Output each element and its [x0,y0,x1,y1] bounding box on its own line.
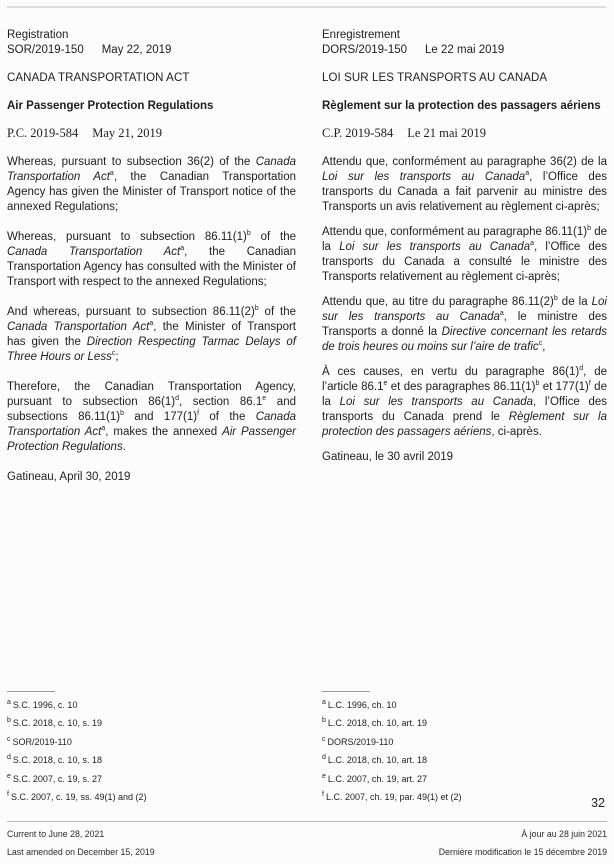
registration-line-fr [322,43,607,58]
footnote-en-c [7,734,296,752]
footnote-marker: d [7,754,11,762]
registration-number-fr: DORS/2019-150 [322,44,408,56]
act-title-en: CANADA TRANSPORTATION ACT [7,72,190,84]
registration-number-en: SOR/2019-150 [7,44,84,56]
column-french [322,28,607,485]
footnote-text: L.C. 2007, ch. 19, par. 49(1) et (2) [325,792,462,803]
registration-line-en [7,43,296,58]
two-column-layout [7,28,607,485]
footnote-divider-fr [322,691,370,692]
footnote-marker: c [322,735,326,743]
footnote-en-e [7,771,296,789]
current-to-line-fr: À jour au 28 juin 2021 [521,829,607,839]
footer-english [7,825,155,861]
footnote-marker: c [7,735,11,743]
footnote-fr-a [322,697,607,715]
footnote-text: S.C. 2007, c. 19, ss. 49(1) and (2) [10,792,147,803]
regulation-title-en: Air Passenger Protection Regulations [7,100,214,112]
footnote-text: S.C. 2018, c. 10, s. 19 [12,718,102,729]
registration-label-fr: Enregistrement [322,29,400,41]
top-divider [7,6,606,8]
recital-paragraph-fr-3: Attendu que, au titre du paragraphe 86.11(2)$^b$ de la Loi sur les transports au Canada$^a$, le ministre des Transports a donné la Directive concernant les retards de trois heures ou moins sur l’aire de trafic$^c$, [322,295,607,353]
footnote-divider-en [7,691,55,692]
column-english [7,28,296,485]
recital-paragraph-fr-2: Attendu que, conformément au paragraphe 86.11(1)$^b$ de la Loi sur les transports au Canada$^a$, l’Office des transports du Canada a consulté le ministre des Transports relativement au règlement ci-après; [322,225,608,283]
footnote-marker: a [7,699,11,706]
enacting-paragraph-fr: À ces causes, en vertu du paragraphe 86(1)$^d$, de l’article 86.1e et des paragraphes 86.11(1)$^b$ et 177(1)$^f$ de la Loi sur les transports au Canada, l’Office des transports du Canada prend le Règlement sur la protection des passagers aériens, ci-après. [322,365,608,438]
enacting-paragraph-en: Therefore, the Canadian Transportation Agency, pursuant to subsection 86(1)$^d$, section 86.1e and subsections 86.11(1)$^b$ and 177(1)$^f$ of the Canada Transportation Act$^a$, makes the annexed Air Passenger Protection Regulations. [7,381,296,453]
act-title-fr: LOI SUR LES TRANSPORTS AU CANADA [322,72,548,84]
regulation-title-fr: Règlement sur la protection des passagers aériens [322,100,601,112]
last-amended-line-en: Last amended on December 15, 2019 [7,847,155,857]
footnote-fr-f [322,789,607,807]
footnote-fr-b [322,715,607,733]
place-date-fr: Gatineau, le 30 avril 2019 [322,451,454,463]
recital-paragraph-en-1: Whereas, pursuant to subsection 36(2) of the Canada Transportation Act$^a$, the Canadian Transportation Agency has given the Minister of Transport notice of the annexed Regulations; [7,156,296,213]
recital-paragraph-en-3: And whereas, pursuant to subsection 86.11(2)$^b$ of the Canada Transportation Act$^a$, the Minister of Transport has given the Direction Respecting Tarmac Delays of Three Hours or Less$^c$; [7,305,297,363]
registration-label-en: Registration [7,29,69,41]
footnote-marker: d [322,754,326,762]
pc-number-en: P.C. 2019-584 [7,126,79,140]
recital-paragraph-en-2: Whereas, pursuant to subsection 86.11(1)$^b$ of the Canada Transportation Act$^a$, the Canadian Transportation Agency has consulted with the Minister of Transport with respect to the annexed Regulations; [7,230,297,288]
footnote-marker: e [7,772,11,780]
page-number: 32 [591,796,605,810]
pc-date-fr: Le 21 mai 2019 [407,126,487,140]
footnote-en-d [7,752,296,770]
footnote-text: SOR/2019-110 [12,736,72,747]
place-date-en: Gatineau, April 30, 2019 [7,471,131,483]
footnotes-french [322,691,607,807]
footnote-fr-d [322,752,607,770]
footnote-marker: f [7,791,9,799]
footnotes-english [7,691,296,807]
footnote-text: S.C. 2018, c. 10, s. 18 [12,755,102,766]
footnote-marker: f [322,791,324,799]
pc-date-en: May 21, 2019 [92,126,162,140]
footnote-en-f [7,789,296,807]
pc-number-fr: C.P. 2019-584 [322,126,394,140]
footnote-text: L.C. 2018, ch. 10, art. 19 [327,718,427,729]
footnote-marker: b [7,717,11,725]
current-to-line-en: Current to June 28, 2021 [7,829,105,839]
order-in-council-line-fr [322,126,607,141]
footnote-marker: a [322,699,326,706]
footnote-fr-e [322,771,607,789]
order-in-council-line-en [7,126,296,141]
footnote-en-b [7,715,296,733]
footnote-text: L.C. 2007, ch. 19, art. 27 [327,773,427,784]
footnote-fr-c [322,734,607,752]
footer-french [439,825,607,861]
footnote-text: S.C. 2007, c. 19, s. 27 [12,773,102,784]
footnote-text: S.C. 1996, c. 10 [12,700,78,710]
footnote-marker: b [322,717,326,725]
footer-divider [7,821,607,822]
footnote-en-a [7,697,296,715]
registration-date-en: May 22, 2019 [101,44,172,56]
footnote-marker: e [322,772,326,780]
footnote-text: DORS/2019-110 [327,736,394,747]
footnote-text: L.C. 1996, ch. 10 [327,700,397,710]
registration-date-fr: Le 22 mai 2019 [425,44,505,56]
recital-paragraph-fr-1: Attendu que, conformément au paragraphe 36(2) de la Loi sur les transports au Canada$^a$, l’Office des transports du Canada a fait parvenir au ministre des Transports un avis relativement au règlement ci-après; [322,156,607,213]
footnote-text: L.C. 2018, ch. 10, art. 18 [327,755,427,766]
last-amended-line-fr: Dernière modification le 15 décembre 2019 [438,847,607,857]
